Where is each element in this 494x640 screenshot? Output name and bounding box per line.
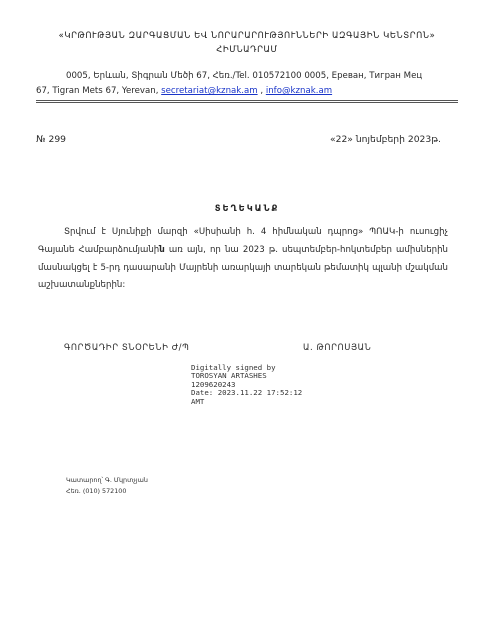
digital-signature-line: AMT: [191, 396, 205, 406]
info-email-link[interactable]: info@kznak.am: [265, 86, 333, 96]
body-text-end: առ այն, որ նա 2023 թ. սեպտեմբեր-հոկտեմբեր ամիսներին մասնակցել է 5-րդ դասարանի Մայրենի առարկայի տարեկան թեմատիկ պլանի մշակման աշխատանքներին:: [38, 244, 448, 291]
digital-signature-line: 1209620243: [191, 379, 236, 389]
document-number: № 299: [36, 134, 67, 145]
body-text-start: Տրվում է Սյունիքի մարզի «Սիսիանի հ. 4 հիմնական դպրոց» ՊՈԱԿ-ի ուսուցիչ Գայանե Համբարձումյանի: [38, 227, 448, 255]
address-line-1: 0005, Երևան, Տիգրան Մեծի 67, Հեռ./Tel. 010572100 0005, Ереван, Тигран Мец: [66, 71, 423, 81]
signatory-name: Ա. ԹՈՐՈՍՅԱՆ: [303, 342, 372, 352]
header-divider-second: [36, 102, 458, 103]
digital-signature-line: TOROSYAN ARTASHES: [191, 371, 267, 381]
document-title: ՏԵՂԵԿԱՆՔ: [214, 203, 280, 213]
secretariat-email-link[interactable]: secretariat@kznak.am: [161, 86, 258, 96]
address-separator: ,: [257, 86, 266, 96]
digital-signature-block: [191, 364, 302, 406]
executor-name: Կատարող՝ Գ. Մկրտչյան: [66, 476, 148, 484]
signatory-position: ԳՈՐԾԱԴԻՐ ՏՆՕՐԵՆԻ Ժ/Պ: [64, 342, 190, 352]
organization-type: ՀԻՄՆԱԴՐԱՄ: [216, 44, 278, 54]
address-line-2: [36, 86, 332, 96]
digital-signature-line: Digitally signed by: [191, 363, 276, 372]
header-divider: [36, 100, 458, 101]
executor-phone: Հեռ. (010) 572100: [66, 487, 127, 495]
digital-signature-line: Date: 2023.11.22 17:52:12: [191, 388, 303, 398]
body-text-bold: ն: [159, 244, 165, 255]
organization-name: «ԿՐԹՈՒԹՅԱՆ ԶԱՐԳԱՑՄԱՆ ԵՎ ՆՈՐԱՐԱՐՈՒԹՅՈՒՆՆԵՐԻ ԱԶԳԱՅԻՆ ԿԵՆՏՐՈՆ»: [58, 30, 436, 40]
address-text: 67, Tigran Mets 67, Yerevan,: [36, 86, 162, 96]
document-date: «22» նոյեմբերի 2023թ.: [330, 134, 441, 145]
document-body: [38, 224, 448, 295]
